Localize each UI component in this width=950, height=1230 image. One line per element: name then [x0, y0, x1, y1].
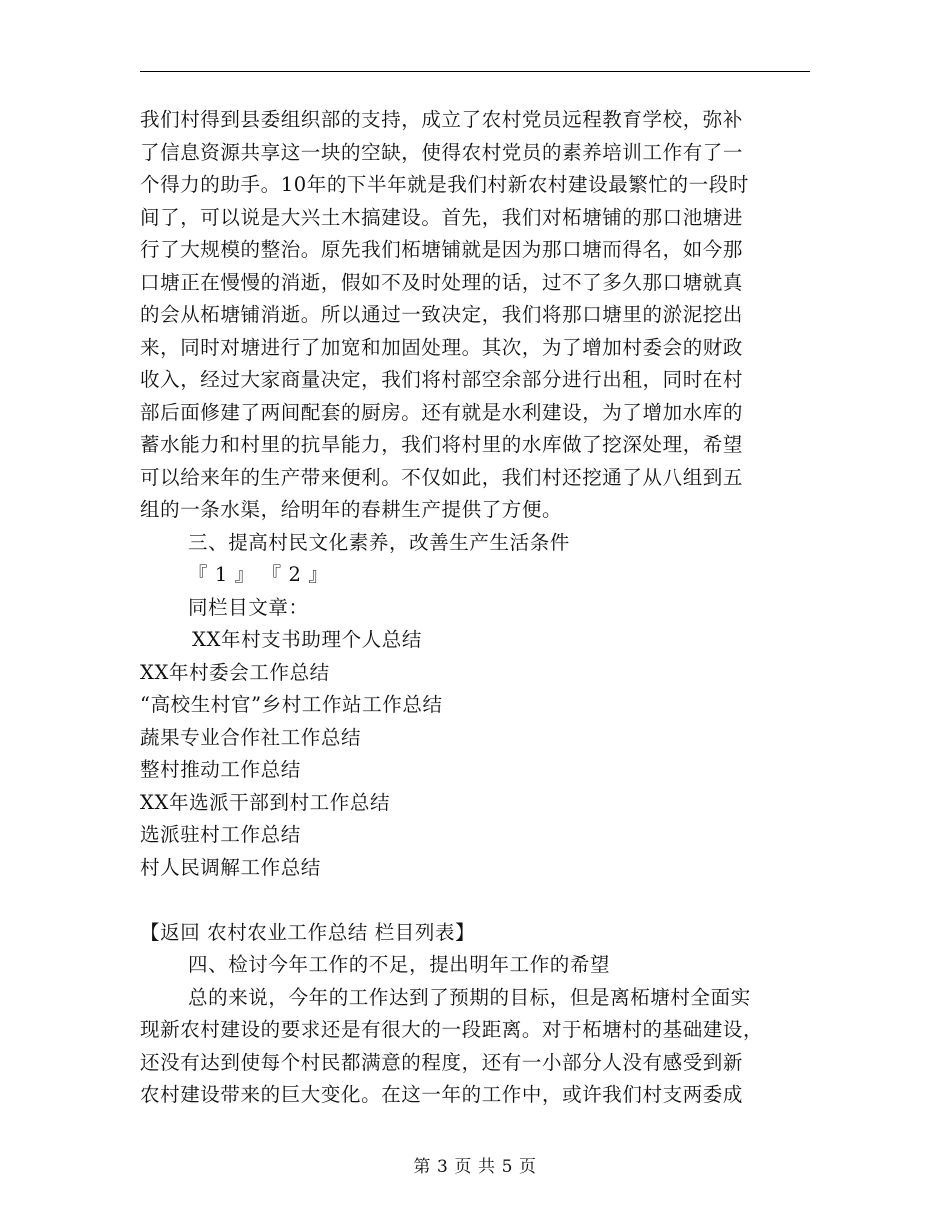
paragraph-1	[140, 104, 820, 527]
text-line: 了信息资源共享这一块的空缺，使得农村党员的素养培训工作有了一	[140, 140, 744, 164]
text-line: 间了，可以说是大兴土木搞建设。首先，我们对柘塘铺的那口池塘进	[140, 205, 744, 229]
related-article-link-1[interactable]	[140, 657, 820, 690]
section-4-heading: 四、检讨今年工作的不足，提出明年工作的希望	[188, 953, 611, 976]
text-line: 收入，经过大家商量决定，我们将村部空余部分进行出租，同时在村	[140, 368, 744, 391]
related-article-title[interactable]: XX年村支书助理个人总结	[192, 628, 422, 651]
related-article-link-0[interactable]	[140, 624, 820, 657]
related-article-title[interactable]: 蔬果专业合作社工作总结	[140, 725, 362, 749]
text-line: 农村建设带来的巨大变化。在这一年的工作中，或许我们村支两委成	[140, 1083, 744, 1106]
related-article-link-2[interactable]	[140, 689, 820, 722]
text-line: 口塘正在慢慢的消逝，假如不及时处理的话，过不了多久那口塘就真	[140, 270, 744, 294]
related-article-link-4[interactable]	[140, 754, 820, 787]
text-line: 的会从柘塘铺消逝。所以通过一致决定，我们将那口塘里的淤泥挖出	[140, 303, 744, 326]
related-article-title[interactable]: 整村推动工作总结	[140, 758, 301, 781]
text-line: 行了大规模的整治。原先我们柘塘铺就是因为那口塘而得名，如今那	[140, 238, 744, 261]
text-line: 部后面修建了两间配套的厨房。还有就是水利建设，为了增加水库的	[140, 400, 744, 424]
document-body	[140, 104, 820, 1112]
back-to-list[interactable]	[140, 917, 820, 950]
section-3-heading: 三、提高村民文化素养，改善生产生活条件	[188, 530, 570, 554]
paragraph-2	[140, 982, 820, 1112]
text-line: 现新农村建设的要求还是有很大的一段距离。对于柘塘村的基础建设，	[140, 1018, 764, 1041]
page-number-footer: 第 3 页 共 5 页	[413, 1157, 537, 1177]
related-article-link-7[interactable]	[140, 852, 820, 885]
related-article-title[interactable]: 选派驻村工作总结	[140, 823, 301, 846]
back-to-list-link[interactable]: 【返回 农村农业工作总结 栏目列表】	[140, 920, 476, 944]
text-line: 总的来说，今年的工作达到了预期的目标，但是离柘塘村全面实	[188, 985, 751, 1009]
related-article-link-6[interactable]	[140, 819, 820, 852]
related-article-title[interactable]: XX年村委会工作总结	[140, 660, 330, 684]
text-line: 我们村得到县委组织部的支持，成立了农村党员远程教育学校，弥补	[140, 108, 744, 131]
spacer	[140, 884, 820, 917]
text-line: 来，同时对塘进行了加宽和加固处理。其次，为了增加村委会的财政	[140, 335, 744, 359]
page-link-2[interactable]: 『 2 』	[261, 563, 329, 586]
related-article-title[interactable]: “高校生村官”乡村工作站工作总结	[140, 693, 443, 716]
related-article-link-5[interactable]	[140, 787, 820, 820]
text-line: 蓄水能力和村里的抗旱能力，我们将村里的水库做了挖深处理，希望	[140, 433, 744, 456]
pagination	[140, 559, 820, 592]
text-line: 个得力的助手。10年的下半年就是我们村新农村建设最繁忙的一段时	[140, 173, 749, 196]
text-line: 还没有达到使每个村民都满意的程度，还有一小部分人没有感受到新	[140, 1050, 744, 1074]
text-line: 组的一条水渠，给明年的春耕生产提供了方便。	[140, 498, 563, 521]
related-article-title[interactable]: 村人民调解工作总结	[140, 855, 321, 879]
related-article-title[interactable]: XX年选派干部到村工作总结	[140, 790, 391, 814]
page-link-1[interactable]: 『 1 』	[188, 563, 255, 586]
header-rule	[140, 71, 810, 72]
related-article-link-3[interactable]	[140, 722, 820, 755]
related-articles-label: 同栏目文章：	[188, 595, 309, 619]
text-line: 可以给来年的生产带来便利。不仅如此，我们村还挖通了从八组到五	[140, 465, 744, 489]
